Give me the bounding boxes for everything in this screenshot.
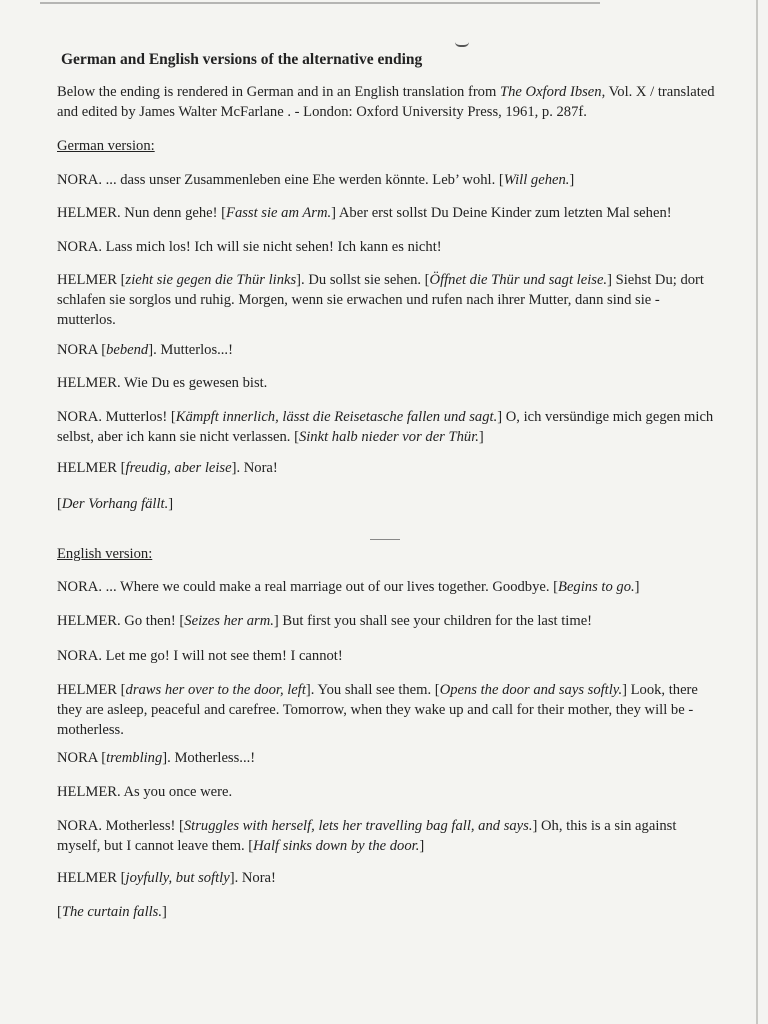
- english-heading: English version:: [57, 546, 153, 562]
- english-line: [57, 748, 717, 768]
- line-text: ] Aber erst sollst Du Deine Kinder zum letzten Mal sehen!: [331, 205, 672, 221]
- line-text: ]: [478, 429, 484, 445]
- line-text: Mutterlos! [: [102, 409, 176, 425]
- speaker: NORA.: [57, 818, 102, 834]
- line-text: ] Oh, this is a sin against myself, but I cannot leave them. [: [57, 818, 677, 854]
- german-line: [57, 373, 717, 393]
- speaker: HELMER.: [57, 613, 121, 629]
- pen-mark: [455, 42, 469, 47]
- stage-direction: Der Vorhang fällt.: [61, 496, 169, 512]
- stage-direction: Kämpft innerlich, lässt die Reisetasche fallen und sagt.: [175, 409, 498, 425]
- stage-direction: Fasst sie am Arm.: [226, 205, 332, 221]
- intro-text-cont: , Vol. X / translated and edited by James Walter McFarlane . - London: Oxford University Press, 1961, p. 287f.: [57, 84, 715, 120]
- line-text: ] Look, there they are asleep, peaceful and carefree. Tomorrow, when they wake up and call for their mother, they will be - motherless.: [57, 682, 698, 738]
- english-line: [57, 816, 717, 856]
- stage-direction: The curtain falls.: [61, 904, 163, 920]
- stage-direction: joyfully, but softly: [125, 870, 230, 886]
- german-line: [57, 170, 717, 190]
- top-rule: [40, 2, 600, 4]
- stage-direction: Öffnet die Thür und sagt leise.: [429, 272, 608, 288]
- speaker: NORA.: [57, 409, 102, 425]
- german-line: [57, 340, 717, 360]
- line-text: Lass mich los! Ich will sie nicht sehen! Ich kann es nicht!: [102, 239, 442, 255]
- line-text: ... dass unser Zusammenleben eine Ehe werden könnte. Leb’ wohl. [: [102, 172, 504, 188]
- stage-direction: bebend: [106, 342, 149, 358]
- german-line: [57, 237, 717, 257]
- stage-direction: Sinkt halb nieder vor der Thür.: [298, 429, 479, 445]
- stage-direction: trembling: [106, 750, 163, 766]
- line-text: Go then! [: [120, 613, 185, 629]
- english-line: [57, 646, 717, 666]
- document-title: German and English versions of the alternative ending: [61, 51, 423, 68]
- intro-text: Below the ending is rendered in German and in an English translation from: [57, 84, 500, 100]
- line-text: ]: [569, 172, 575, 188]
- line-text: ] Siehst Du; dort schlafen sie sorglos und ruhig. Morgen, wenn sie erwachen und rufen nach ihrer Mutter, dann sind sie - mutterlos.: [57, 272, 704, 328]
- stage-direction: Seizes her arm.: [184, 613, 274, 629]
- line-text: ]: [168, 496, 174, 512]
- speaker: HELMER.: [57, 205, 121, 221]
- english-line: [57, 782, 717, 802]
- line-text: ]: [162, 904, 167, 920]
- line-text: ]: [419, 838, 425, 854]
- book-title: The Oxford Ibsen: [499, 84, 602, 100]
- english-line: [57, 902, 717, 922]
- intro-paragraph: [57, 82, 717, 122]
- line-text: ]. Motherless...!: [162, 750, 256, 766]
- speaker: NORA.: [57, 172, 102, 188]
- line-text: [: [57, 496, 62, 512]
- line-text: [: [117, 682, 126, 698]
- english-line: [57, 611, 717, 631]
- line-text: ]: [634, 579, 640, 595]
- stage-direction: Struggles with herself, lets her travelling bag fall, and says.: [183, 818, 533, 834]
- line-text: ... Where we could make a real marriage out of our lives together. Goodbye. [: [102, 579, 559, 595]
- english-line: [57, 680, 717, 740]
- line-text: Motherless! [: [102, 818, 184, 834]
- line-text: Wie Du es gewesen bist.: [120, 375, 268, 391]
- line-text: [: [97, 750, 107, 766]
- line-text: [: [117, 870, 126, 886]
- section-divider-mark: [370, 539, 400, 540]
- speaker: NORA.: [57, 239, 102, 255]
- german-line: [57, 494, 717, 514]
- line-text: [: [57, 904, 62, 920]
- german-line: [57, 407, 717, 447]
- stage-direction: Will gehen.: [503, 172, 570, 188]
- line-text: Nun denn gehe! [: [120, 205, 227, 221]
- stage-direction: draws her over to the door, left: [125, 682, 306, 698]
- line-text: ] But first you shall see your children for the last time!: [273, 613, 593, 629]
- speaker: HELMER: [57, 272, 117, 288]
- stage-direction: Opens the door and says softly.: [439, 682, 623, 698]
- line-text: [: [117, 460, 126, 476]
- line-text: ]. Nora!: [229, 870, 276, 886]
- speaker: HELMER.: [57, 375, 121, 391]
- speaker: NORA: [57, 342, 98, 358]
- german-heading: German version:: [57, 138, 155, 154]
- speaker: HELMER: [57, 682, 117, 698]
- speaker: HELMER: [57, 460, 117, 476]
- german-line: [57, 270, 717, 330]
- line-text: ] O, ich versündige mich gegen mich selbst, aber ich kann sie nicht verlassen. [: [57, 409, 714, 445]
- german-line: [57, 203, 717, 223]
- speaker: HELMER.: [57, 784, 121, 800]
- english-line: [57, 577, 717, 597]
- speaker: NORA: [57, 750, 98, 766]
- line-text: [: [117, 272, 126, 288]
- line-text: ]. Nora!: [231, 460, 278, 476]
- line-text: ]. Du sollst sie sehen. [: [296, 272, 430, 288]
- english-line: [57, 868, 717, 888]
- line-text: As you once were.: [120, 784, 233, 800]
- stage-direction: freudig, aber leise: [125, 460, 232, 476]
- page-edge: [756, 0, 758, 1024]
- stage-direction: Begins to go.: [558, 579, 635, 595]
- stage-direction: zieht sie gegen die Thür links: [125, 272, 297, 288]
- speaker: HELMER: [57, 870, 117, 886]
- line-text: ]. You shall see them. [: [305, 682, 440, 698]
- stage-direction: Half sinks down by the door.: [253, 838, 420, 854]
- line-text: [: [97, 342, 107, 358]
- speaker: NORA.: [57, 579, 102, 595]
- line-text: ]. Mutterlos...!: [148, 342, 233, 358]
- german-line: [57, 458, 717, 478]
- line-text: Let me go! I will not see them! I cannot!: [102, 648, 343, 664]
- speaker: NORA.: [57, 648, 102, 664]
